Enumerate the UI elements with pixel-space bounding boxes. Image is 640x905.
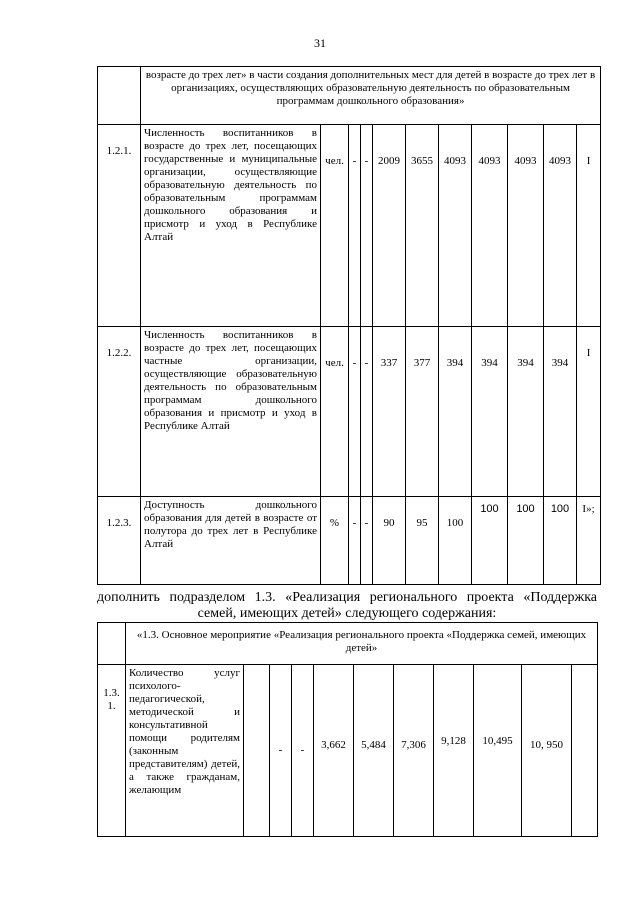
value-cell: -	[361, 125, 373, 327]
value-cell: -	[361, 327, 373, 497]
row-number: 1.2.2.	[98, 327, 141, 497]
value-cell: 95	[406, 497, 439, 585]
value-cell: 394	[508, 327, 544, 497]
table-row	[98, 125, 601, 327]
value-cell: 3,662	[314, 665, 354, 837]
source-cell: I	[577, 125, 601, 327]
value-cell: 100	[544, 497, 577, 585]
indicators-table-2	[97, 622, 598, 837]
section-text: дополнить подразделом 1.3. «Реализация регионального проекта «Поддержка семей, имеющих детей» следующего содержания:	[97, 590, 597, 621]
table-row	[98, 497, 601, 585]
value-cell: 377	[406, 327, 439, 497]
unit-cell: чел.	[321, 327, 349, 497]
value-cell: 10, 950	[522, 665, 572, 837]
value-cell: 4093	[544, 125, 577, 327]
row-number: 1.2.1.	[98, 125, 141, 327]
value-cell: -	[270, 665, 292, 837]
unit-cell: %	[321, 497, 349, 585]
value-cell: 7,306	[394, 665, 434, 837]
value-cell: -	[292, 665, 314, 837]
table-row	[98, 665, 598, 837]
value-cell: 2009	[373, 125, 406, 327]
value-cell: -	[349, 327, 361, 497]
unit-cell: чел.	[321, 125, 349, 327]
source-cell: I»;	[577, 497, 601, 585]
value-cell: 100	[439, 497, 472, 585]
value-cell: 394	[439, 327, 472, 497]
value-cell: 4093	[439, 125, 472, 327]
value-cell: -	[361, 497, 373, 585]
value-cell: -	[349, 125, 361, 327]
value-cell: 10,495	[474, 665, 522, 837]
row-number: 1.3. 1.	[98, 665, 126, 837]
value-cell: 100	[508, 497, 544, 585]
indicator-name: Количество услуг психолого-педагогической, методической и консультативной помощи родителям (законным представителям) детей, а также гражданам, желающим	[126, 665, 244, 837]
indicator-name: Численность воспитанников в возрасте до трех лет, посещающих государственные и муниципальные организации, осуществляющие образовательную деятельность по образовательным программам дошкольного образования и присмотр и уход в Республике Алтай	[141, 125, 321, 327]
source-cell: I	[577, 327, 601, 497]
value-cell: 337	[373, 327, 406, 497]
value-cell: 9,128	[434, 665, 474, 837]
row-number: 1.2.3.	[98, 497, 141, 585]
page-number: 31	[314, 36, 326, 50]
value-cell: 394	[544, 327, 577, 497]
value-cell: 394	[472, 327, 508, 497]
indicators-table-1	[97, 66, 601, 585]
table2-header-text: «1.3. Основное мероприятие «Реализация регионального проекта «Поддержка семей, имеющих детей»	[126, 623, 598, 665]
value-cell: 90	[373, 497, 406, 585]
indicator-name: Численность воспитанников в возрасте до трех лет, посещающих частные организации, осуществляющие образовательную деятельность по образовательным программам дошкольного образования и присмотр и уход в Республике Алтай	[141, 327, 321, 497]
value-cell: 5,484	[354, 665, 394, 837]
value-cell: 4093	[508, 125, 544, 327]
value-cell: -	[349, 497, 361, 585]
value-cell: 3655	[406, 125, 439, 327]
value-cell: 100	[472, 497, 508, 585]
value-cell: 4093	[472, 125, 508, 327]
table-row	[98, 327, 601, 497]
table1-header-text: возрасте до трех лет» в части создания дополнительных мест для детей в возрасте до трех лет в организациях, осуществляющих образовательную деятельность по образовательным программам дошкольного образования»	[141, 67, 601, 125]
indicator-name: Доступность дошкольного образования для детей в возрасте от полутора до трех лет в Республике Алтай	[141, 497, 321, 585]
